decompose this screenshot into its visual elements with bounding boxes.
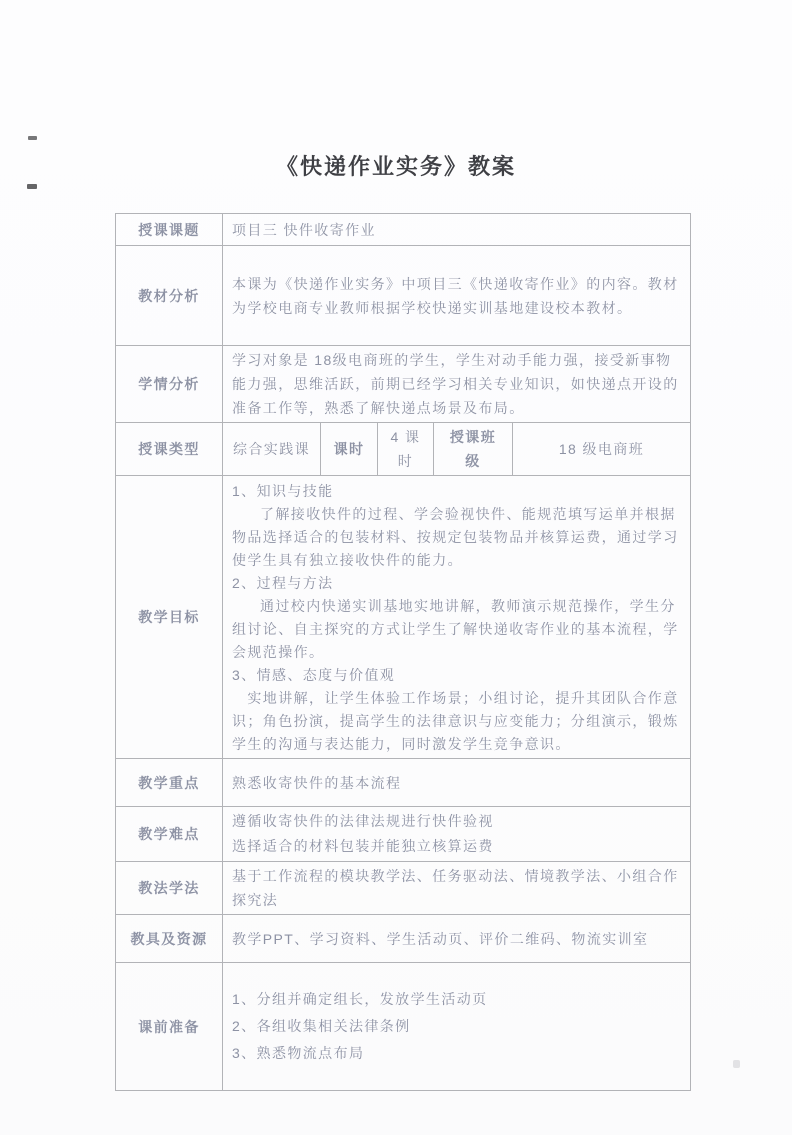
scan-artifact-dash [28,136,37,140]
table-row [116,862,691,915]
preparation-item-3: 3、熟悉物流点布局 [232,1045,365,1061]
objective-heading-3: 3、情感、态度与价值观 [232,667,396,683]
table-row [116,476,691,759]
lesson-topic-value: 项目三 快件收寄作业 [223,214,691,246]
table-row [116,214,691,246]
objective-heading-2: 2、过程与方法 [232,575,334,591]
table-row [116,807,691,862]
teaching-focus-value: 熟悉收寄快件的基本流程 [223,759,691,807]
teaching-aids-value: 教学PPT、学习资料、学生活动页、评价二维码、物流实训室 [223,915,691,963]
objective-text-2: 通过校内快递实训基地实地讲解，教师演示规范操作，学生分组讨论、自主探究的方式让学生了解快递收寄作业的基本流程，学会规范操作。 [232,598,679,660]
label-teaching-objectives: 教学目标 [116,476,223,759]
teaching-objectives-value [223,476,691,759]
teaching-difficulty-value [223,807,691,862]
label-teaching-difficulty: 教学难点 [116,807,223,862]
table-row [116,246,691,346]
objective-heading-1: 1、知识与技能 [232,483,334,499]
table-row [116,759,691,807]
class-hours-value: 4 课时 [378,423,434,476]
label-teaching-focus: 教学重点 [116,759,223,807]
label-pre-class-preparation: 课前准备 [116,963,223,1091]
table-row [116,915,691,963]
label-lesson-type: 授课类型 [116,423,223,476]
difficulty-line-1: 遵循收寄快件的法律法规进行快件验视 [232,813,494,829]
lesson-plan-table [115,213,691,1091]
table-row [116,423,691,476]
learner-analysis-value: 学习对象是 18级电商班的学生，学生对动手能力强，接受新事物能力强，思维活跃，前期已经学习相关专业知识，如快递点开设的准备工作等，熟悉了解快递点场景及布局。 [223,346,691,423]
table-row [116,963,691,1091]
objective-text-3: 实地讲解，让学生体验工作场景；小组讨论，提升其团队合作意识；角色扮演，提高学生的法律意识与应变能力；分组演示，锻炼学生的沟通与表达能力，同时激发学生竞争意识。 [232,690,679,752]
label-teaching-aids: 教具及资源 [116,915,223,963]
scan-artifact-speck [733,1060,740,1068]
difficulty-line-2: 选择适合的材料包装并能独立核算运费 [232,838,494,854]
objective-text-1: 了解接收快件的过程、学会验视快件、能规范填写运单并根据物品选择适合的包装材料、按规定包装物品并核算运费，通过学习使学生具有独立接收快件的能力。 [232,506,679,568]
teaching-methods-value: 基于工作流程的模块教学法、任务驱动法、情境教学法、小组合作探究法 [223,862,691,915]
label-learner-analysis: 学情分析 [116,346,223,423]
label-material-analysis: 教材分析 [116,246,223,346]
label-teaching-class: 授课班级 [434,423,513,476]
preparation-item-1: 1、分组并确定组长，发放学生活动页 [232,991,488,1007]
preparation-item-2: 2、各组收集相关法律条例 [232,1018,411,1034]
material-analysis-value: 本课为《快递作业实务》中项目三《快递收寄作业》的内容。教材为学校电商专业教师根据学校快递实训基地建设校本教材。 [223,246,691,346]
page-title: 《快递作业实务》教案 [275,154,516,179]
teaching-class-value: 18 级电商班 [513,423,691,476]
table-row [116,346,691,423]
label-class-hours: 课时 [321,423,378,476]
label-lesson-topic: 授课课题 [116,214,223,246]
label-teaching-methods: 教法学法 [116,862,223,915]
pre-class-preparation-value [223,963,691,1091]
lesson-type-value: 综合实践课 [223,423,321,476]
scan-artifact-dash [27,184,37,189]
